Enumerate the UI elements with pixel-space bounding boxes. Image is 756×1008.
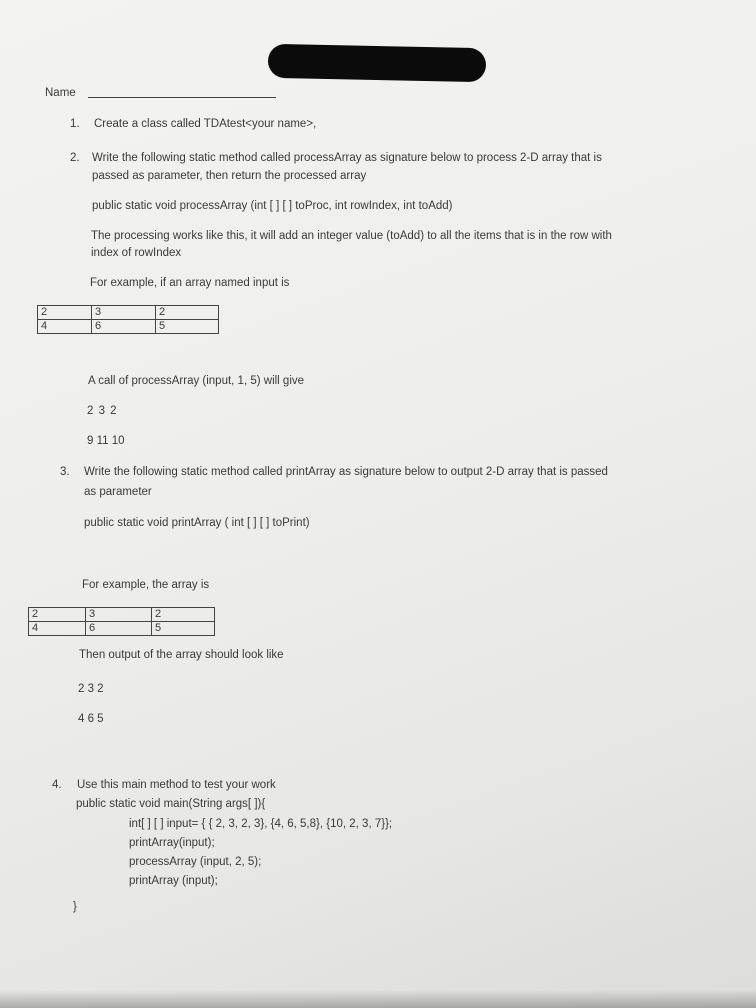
q2-result-line1: 2 3 2 [87, 405, 118, 417]
q3-array-table [28, 607, 215, 636]
page-edge-shadow [0, 990, 756, 1008]
table-cell: 5 [152, 622, 215, 636]
q2-input-table [37, 305, 219, 334]
q2-text-line1: Write the following static method called processArray as signature below to process 2-D array that is [92, 152, 602, 164]
q3-output-line2: 4 6 5 [78, 713, 104, 725]
name-label: Name [45, 87, 76, 99]
q2-desc-line2: index of rowIndex [91, 247, 182, 259]
table-cell: 3 [92, 306, 156, 320]
table-cell: 6 [86, 622, 152, 636]
name-blank-line [88, 97, 276, 98]
q2-signature: public static void processArray (int [ ] [ ] toProc, int rowIndex, int toAdd) [92, 200, 453, 212]
q4-code-line2: printArray(input); [129, 837, 215, 849]
q2-number: 2. [70, 152, 80, 164]
q4-number: 4. [52, 779, 62, 791]
q4-code-line1: int[ ] [ ] input= { { 2, 3, 2, 3}, {4, 6, 5,8}, {10, 2, 3, 7}}; [129, 818, 393, 830]
q2-desc-line1: The processing works like this, it will add an integer value (toAdd) to all the items that is in the row with [91, 230, 612, 242]
table-cell: 2 [152, 608, 215, 622]
table-cell: 4 [29, 622, 86, 636]
q3-signature: public static void printArray ( int [ ] [ ] toPrint) [84, 517, 310, 529]
q3-text-line1: Write the following static method called printArray as signature below to output 2-D array that is passed [84, 466, 608, 478]
table-row [38, 320, 219, 334]
q3-text-line2: as parameter [84, 486, 152, 498]
q1-text: Create a class called TDAtest<your name>, [94, 118, 317, 130]
q2-call-text: A call of processArray (input, 1, 5) will give [88, 375, 305, 387]
q3-example-intro: For example, the array is [82, 579, 210, 591]
table-cell: 6 [92, 320, 156, 334]
q4-code-line4: printArray (input); [129, 875, 218, 887]
q3-number: 3. [60, 466, 70, 478]
q1-number: 1. [70, 118, 80, 130]
table-cell: 4 [38, 320, 92, 334]
q2-example-intro: For example, if an array named input is [90, 277, 290, 289]
table-row [29, 608, 215, 622]
redaction-mark [268, 44, 487, 83]
table-cell: 2 [38, 306, 92, 320]
q3-output-line1: 2 3 2 [78, 683, 104, 695]
q2-result-line2: 9 11 10 [87, 435, 125, 447]
q2-text-line2: passed as parameter, then return the processed array [92, 170, 367, 182]
table-cell: 3 [86, 608, 152, 622]
q4-close-brace: } [73, 901, 77, 913]
table-cell: 5 [156, 320, 219, 334]
q4-main-signature: public static void main(String args[ ]){ [76, 798, 266, 810]
table-row [29, 622, 215, 636]
table-cell: 2 [29, 608, 86, 622]
q4-code-line3: processArray (input, 2, 5); [129, 856, 262, 868]
table-row [38, 306, 219, 320]
q3-output-intro: Then output of the array should look like [79, 649, 284, 661]
table-cell: 2 [156, 306, 219, 320]
q4-text: Use this main method to test your work [77, 779, 276, 791]
